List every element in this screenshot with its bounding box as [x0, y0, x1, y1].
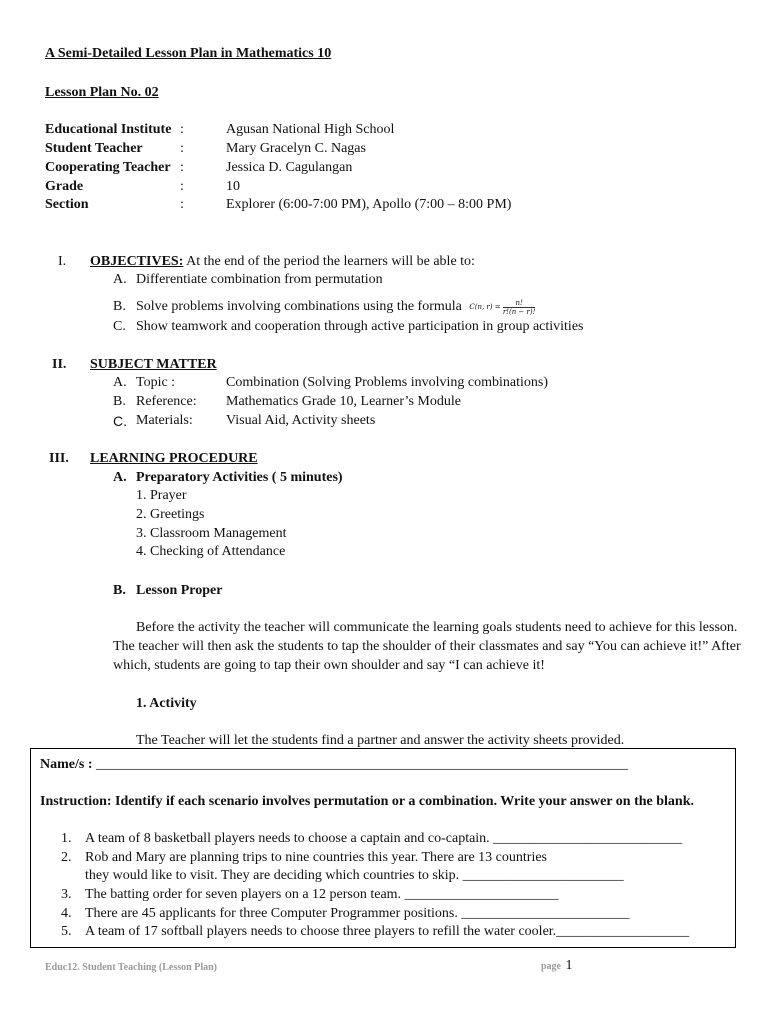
- item-letter: C.: [113, 319, 126, 334]
- question-text[interactable]: A team of 8 basketball players needs to choose a captain and co-captain. ___________________________: [85, 831, 683, 846]
- subject-value: Combination (Solving Problems involving combinations): [226, 375, 548, 390]
- info-value: 10: [226, 179, 240, 194]
- objectives-heading-line: [90, 253, 475, 271]
- name-label: Name/s :: [40, 757, 96, 772]
- question-number: 2.: [61, 850, 72, 865]
- formula-numerator: n!: [503, 299, 536, 308]
- subject-label: Materials:: [136, 413, 193, 428]
- info-value: Explorer (6:00-7:00 PM), Apollo (7:00 – 8:00 PM): [226, 197, 512, 212]
- info-label: Cooperating Teacher: [45, 160, 171, 175]
- section-numeral: III.: [49, 451, 69, 466]
- page-label: page: [541, 961, 561, 972]
- name-line: [40, 756, 628, 774]
- info-label: Grade: [45, 179, 84, 194]
- formula-denominator: r!(n − r)!: [502, 307, 536, 316]
- preparatory-heading: Preparatory Activities ( 5 minutes): [136, 470, 343, 485]
- subject-label: Reference:: [136, 394, 197, 409]
- info-label: Student Teacher: [45, 141, 143, 156]
- activity-sheet-box: [30, 748, 736, 948]
- question-number: 4.: [61, 906, 72, 921]
- objectives-intro: At the end of the period the learners will be able to:: [183, 254, 475, 269]
- info-colon: :: [180, 160, 184, 175]
- info-value: Agusan National High School: [226, 122, 395, 137]
- objective-item-with-formula: [136, 298, 535, 316]
- item-letter: A.: [113, 272, 127, 287]
- info-label: Educational Institute: [45, 122, 172, 137]
- section-numeral: I.: [58, 254, 67, 269]
- lesson-proper-paragraph-line: which, students are going to tap their own shoulder and say “I can achieve it!: [113, 658, 545, 673]
- lesson-proper-paragraph-line: The teacher will then ask the students to tap the shoulder of their classmates and say “You can achieve it!” After: [113, 639, 741, 654]
- footer-course: Educ12. Student Teaching (Lesson Plan): [45, 962, 217, 973]
- subject-label: Topic :: [136, 375, 176, 390]
- objective-item: Show teamwork and cooperation through active participation in group activities: [136, 319, 584, 334]
- lesson-proper-heading: Lesson Proper: [136, 583, 223, 598]
- item-letter: C.: [113, 413, 127, 429]
- question-text[interactable]: The batting order for seven players on a 12 person team. ______________________: [85, 887, 559, 902]
- page-number: 1: [565, 958, 573, 973]
- subject-value: Mathematics Grade 10, Learner’s Module: [226, 394, 461, 409]
- question-text[interactable]: There are 45 applicants for three Computer Programmer positions. ________________________: [85, 906, 630, 921]
- document-title: A Semi-Detailed Lesson Plan in Mathematics 10: [45, 46, 332, 61]
- info-colon: :: [180, 122, 184, 137]
- combination-formula: [469, 298, 535, 316]
- preparatory-item: 2. Greetings: [136, 507, 205, 522]
- objective-item: Solve problems involving combinations using the formula: [136, 299, 462, 315]
- objective-item: Differentiate combination from permutation: [136, 272, 383, 287]
- item-letter: A.: [113, 470, 127, 485]
- subject-value: Visual Aid, Activity sheets: [226, 413, 376, 428]
- info-colon: :: [180, 179, 184, 194]
- item-letter: B.: [113, 299, 126, 314]
- activity-text: The Teacher will let the students find a partner and answer the activity sheets provided.: [136, 733, 625, 748]
- section-numeral: II.: [52, 357, 67, 372]
- item-letter: B.: [113, 583, 126, 598]
- activity-heading: 1. Activity: [136, 696, 197, 711]
- question-number: 1.: [61, 831, 72, 846]
- question-text[interactable]: they would like to visit. They are deciding which countries to skip. _______________________: [85, 868, 624, 883]
- formula-fraction: [503, 299, 536, 316]
- item-letter: B.: [113, 394, 126, 409]
- info-colon: :: [180, 141, 184, 156]
- name-blank[interactable]: ____________________________________________________________________________: [96, 757, 628, 772]
- formula-lhs: C(n, r) =: [469, 303, 501, 311]
- item-letter: A.: [113, 375, 127, 390]
- subject-matter-heading: SUBJECT MATTER: [90, 357, 217, 372]
- info-label: Section: [45, 197, 89, 212]
- lesson-plan-number: Lesson Plan No. 02: [45, 85, 159, 100]
- question-text: Rob and Mary are planning trips to nine countries this year. There are 13 countries: [85, 850, 547, 865]
- info-value: Jessica D. Cagulangan: [226, 160, 353, 175]
- question-number: 5.: [61, 924, 72, 939]
- question-number: 3.: [61, 887, 72, 902]
- learning-procedure-heading: LEARNING PROCEDURE: [90, 451, 258, 466]
- preparatory-item: 1. Prayer: [136, 488, 187, 503]
- info-colon: :: [180, 197, 184, 212]
- preparatory-item: 3. Classroom Management: [136, 526, 287, 541]
- lesson-proper-paragraph-line: Before the activity the teacher will communicate the learning goals students need to achieve for this lesson.: [136, 620, 738, 635]
- objectives-heading: OBJECTIVES:: [90, 254, 184, 269]
- preparatory-item: 4. Checking of Attendance: [136, 544, 286, 559]
- footer-page: [541, 958, 573, 974]
- question-text[interactable]: A team of 17 softball players needs to choose three players to refill the water cooler.___________________: [85, 924, 690, 939]
- instruction-text: Instruction: Identify if each scenario involves permutation or a combination. Write your answer on the blank.: [40, 794, 695, 809]
- info-value: Mary Gracelyn C. Nagas: [226, 141, 366, 156]
